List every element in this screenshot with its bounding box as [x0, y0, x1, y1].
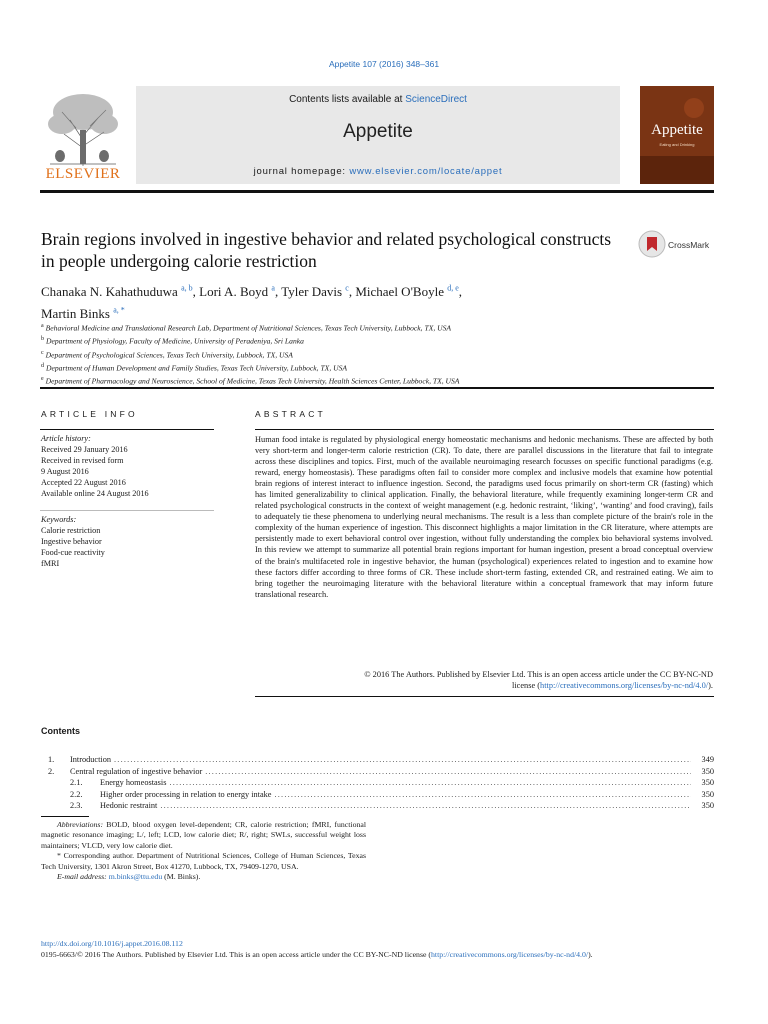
- abstract-copyright: [255, 669, 713, 691]
- doi-link[interactable]: http://dx.doi.org/10.1016/j.appet.2016.08.112: [41, 939, 183, 948]
- toc-page[interactable]: 349: [701, 755, 714, 764]
- abstract-bottom-rule: [255, 696, 714, 697]
- author-4[interactable]: [355, 284, 462, 299]
- license-prefix: license (: [512, 681, 541, 691]
- toc-entry[interactable]: [48, 754, 714, 766]
- toc-number: 2.: [48, 766, 55, 776]
- footnote-rule: [41, 816, 89, 817]
- toc-title[interactable]: Higher order processing in relation to energy intake: [100, 789, 272, 799]
- author-separator: ,: [458, 284, 463, 300]
- toc-number: 2.2.: [70, 789, 83, 799]
- table-of-contents: [48, 754, 714, 812]
- toc-number: 2.1.: [70, 778, 83, 788]
- author-list: [41, 280, 641, 323]
- article-info-rule: [40, 429, 214, 430]
- affiliation-key: b: [41, 336, 44, 343]
- elsevier-wordmark: ELSEVIER: [45, 166, 121, 182]
- toc-leader: [114, 754, 691, 766]
- header-divider: [40, 190, 714, 193]
- author-separator: ,: [192, 284, 200, 300]
- author-affiliation-marker[interactable]: d, e: [447, 284, 459, 293]
- toc-entry[interactable]: [48, 800, 714, 812]
- abstract-body: Human food intake is regulated by physiological energy homeostatic mechanisms and hedonic mechanisms. These are affected by both very short-term and longer-term calorie restriction (CR). To date, there are parallel discussions in the literature that fail to integrate across these disciplines and topics. First, much of the available neuroimaging research focusses on specific functional paradigms (e.g. reward, energy homeostasis). These paradigms often fail to consider more complex and inclusive models that examine how potential brain regions of interest interact to influence ingestion. Second, the paradigms used focus primarily on short-term CR (fasting) which has limited generalizability to clinical application. Finally, the behavioral literature, while frequently examining longer-term CR and related psychological constructs in the context of weight management (e.g. hedonic restraint, ‘liking’, ‘wanting’ and food craving), fails to adequately tie these phenomena to underlying neural mechanisms. The result is a less than complete picture of the brain's role in the complexity of the human experience of ingestion. This disconnect highlights a major limitation in the CR literature, where attempts are persistently made to exert behavioral control over ingestion, without fully understanding the complex bio behavioral systems involved. In this review we attempt to summarize all potential brain regions important for human ingestion, present a broad conceptual overview of the brain's multifaceted role in ingestive behavior, the human (psychological) experiences related to ingestion and to examine how these factors differ according to three forms of CR. These include short-term fasting, extended CR, and restrained eating. We aim to bring together the neuroimaging literature with the behavioral literature within a conceptual framework that may inform future translational research.: [255, 435, 713, 599]
- crossmark-label[interactable]: CrossMark: [668, 240, 710, 250]
- toc-page[interactable]: 350: [701, 789, 714, 799]
- journal-name: Appetite: [343, 121, 413, 142]
- author-name[interactable]: Michael O'Boyle: [355, 284, 444, 300]
- history-item: Received in revised form: [41, 456, 124, 465]
- toc-entry[interactable]: [48, 789, 714, 801]
- journal-homepage-line: [136, 166, 620, 177]
- issn-text: 0195-6663/© 2016 The Authors. Published by Elsevier Ltd. This is an open access article under the CC BY-NC-ND license (: [41, 950, 431, 959]
- affiliation-key: c: [41, 349, 44, 356]
- keyword-item: Calorie restriction: [41, 526, 101, 535]
- affiliation-item: [41, 361, 715, 374]
- cover-title: Appetite: [651, 122, 703, 138]
- author-affiliation-marker[interactable]: c: [345, 284, 349, 293]
- toc-leader: [160, 800, 691, 812]
- abbreviations-label: Abbreviations:: [57, 820, 104, 829]
- toc-number: 2.3.: [70, 801, 83, 811]
- toc-page[interactable]: 350: [701, 778, 714, 788]
- email-suffix: (M. Binks).: [162, 872, 201, 882]
- author-affiliation-marker[interactable]: a, b: [181, 284, 193, 293]
- cover-subtitle: Eating and Drinking: [659, 142, 695, 147]
- article-title: Brain regions involved in ingestive behavior and related psychological constructs in people undergoing calorie restriction: [41, 229, 612, 271]
- keyword-item: Ingestive behavior: [41, 537, 102, 546]
- toc-entry[interactable]: [48, 777, 714, 789]
- journal-homepage-link[interactable]: www.elsevier.com/locate/appet: [349, 166, 503, 177]
- keywords-divider: [40, 510, 214, 511]
- journal-banner: [136, 86, 620, 184]
- license-link[interactable]: http://creativecommons.org/licenses/by-nc-nd/4.0/: [540, 681, 709, 691]
- author-3[interactable]: [281, 284, 355, 299]
- author-name[interactable]: Martin Binks: [41, 305, 110, 321]
- toc-leader: [275, 789, 692, 801]
- toc-number: 1.: [48, 755, 55, 764]
- author-name[interactable]: Lori A. Boyd: [199, 284, 269, 300]
- author-1[interactable]: [41, 284, 199, 299]
- journal-cover-image: [640, 86, 714, 184]
- email-footnote: [41, 872, 366, 882]
- abbreviations-text: BOLD, blood oxygen level-dependent; CR, calorie restriction; fMRI, functional magnetic resonance imaging; L/, left; LCD, low calorie diet; R/, right; SWLs, successful weight loss maintainers; VLCD, very low calorie diet.: [41, 820, 366, 850]
- article-info-heading: ARTICLE INFO: [41, 409, 138, 419]
- footer-license-link[interactable]: http://creativecommons.org/licenses/by-nc-nd/4.0/: [431, 950, 589, 959]
- affiliation-text: Department of Psychological Sciences, Texas Tech University, Lubbock, TX, USA: [45, 350, 293, 360]
- author-2[interactable]: [199, 284, 281, 299]
- abstract-rule: [255, 429, 714, 430]
- keyword-item: Food-cue reactivity: [41, 548, 105, 557]
- affiliation-text: Behavioral Medicine and Translational Research Lab, Department of Nutritional Sciences, Texas Tech University, Lubbock, TX, USA: [45, 323, 452, 333]
- issn-line: [41, 950, 721, 959]
- journal-citation[interactable]: Appetite 107 (2016) 348–361: [328, 59, 440, 69]
- affiliation-list: [41, 321, 715, 388]
- history-item: Received 29 January 2016: [41, 445, 128, 454]
- toc-leader: [169, 777, 691, 789]
- author-5[interactable]: [41, 306, 125, 321]
- homepage-prefix: journal homepage:: [253, 166, 350, 177]
- sciencedirect-link[interactable]: ScienceDirect: [405, 94, 467, 105]
- author-affiliation-marker[interactable]: a, *: [113, 305, 125, 315]
- affiliation-item: [41, 374, 715, 387]
- abstract-heading: ABSTRACT: [255, 409, 326, 419]
- contents-available-line: [136, 94, 620, 105]
- keyword-item: fMRI: [41, 559, 60, 568]
- license-suffix: ).: [708, 681, 713, 691]
- article-history: [41, 433, 213, 499]
- corresponding-author-footnote: * Corresponding author. Department of Nutritional Sciences, College of Human Sciences, Texas Tech University, 1301 Akron Street, Box 41270, Lubbock, TX, 79409-1270, USA.: [41, 851, 366, 871]
- toc-title[interactable]: Hedonic restraint: [100, 801, 158, 811]
- toc-entry[interactable]: [48, 766, 714, 778]
- toc-page[interactable]: 350: [701, 801, 714, 811]
- history-item: 9 August 2016: [41, 467, 89, 476]
- keywords-block: [41, 514, 213, 569]
- affiliation-key: a: [41, 323, 44, 329]
- toc-title[interactable]: Introduction: [70, 755, 112, 764]
- title-divider: [40, 387, 714, 389]
- contents-heading: Contents: [41, 726, 80, 736]
- author-affiliation-marker[interactable]: a: [271, 284, 275, 293]
- email-link[interactable]: m.binks@ttu.edu: [108, 872, 163, 882]
- author-separator: ,: [274, 284, 282, 300]
- email-label: E-mail address:: [57, 872, 107, 882]
- affiliation-text: Department of Physiology, Faculty of Medicine, University of Peradeniya, Sri Lanka: [46, 336, 304, 346]
- keywords-label: Keywords:: [41, 515, 77, 524]
- license-line: [255, 680, 713, 691]
- affiliation-text: Department of Human Development and Family Studies, Texas Tech University, Lubbock, TX, USA: [46, 363, 348, 373]
- toc-title[interactable]: Central regulation of ingestive behavior: [70, 766, 203, 776]
- footnotes: [41, 820, 366, 882]
- toc-leader: [205, 766, 691, 778]
- affiliation-key: e: [41, 376, 44, 383]
- affiliation-key: d: [41, 362, 44, 369]
- history-item: Accepted 22 August 2016: [41, 478, 126, 487]
- abbreviations-footnote: [41, 820, 366, 851]
- affiliation-item: [41, 348, 715, 361]
- author-name[interactable]: Tyler Davis: [281, 284, 343, 300]
- history-item: Available online 24 August 2016: [41, 489, 149, 498]
- copyright-line: © 2016 The Authors. Published by Elsevier Ltd. This is an open access article under the CC BY-NC-ND: [364, 670, 713, 679]
- affiliation-item: [41, 321, 715, 334]
- history-label: Article history:: [41, 434, 91, 443]
- affiliation-text: Department of Pharmacology and Neuroscience, School of Medicine, Texas Tech University, Health Sciences Center, Lubbock, TX, USA: [45, 376, 460, 386]
- toc-page[interactable]: 350: [701, 766, 714, 776]
- author-name[interactable]: Chanaka N. Kahathuduwa: [41, 284, 178, 300]
- issn-suffix: ).: [588, 950, 593, 959]
- toc-title[interactable]: Energy homeostasis: [100, 778, 167, 788]
- author-separator: ,: [348, 284, 356, 300]
- contents-prefix: Contents lists available at: [289, 94, 406, 105]
- affiliation-item: [41, 334, 715, 347]
